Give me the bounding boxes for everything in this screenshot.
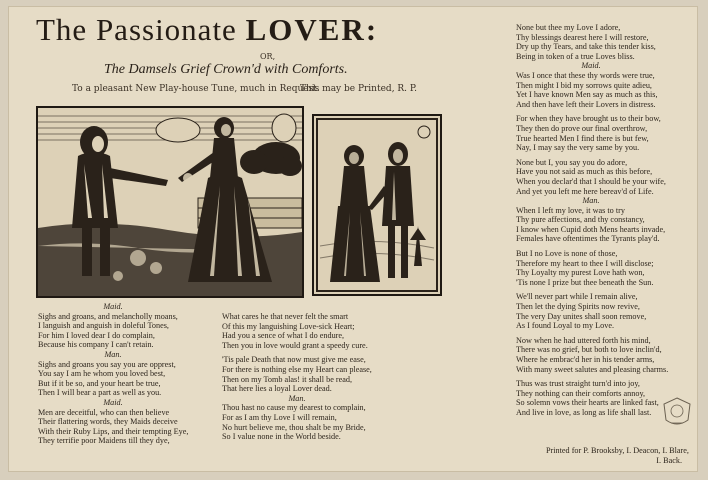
speaker-label: Maid. <box>103 302 123 311</box>
verse-line: Sighs and groans, and melancholly moans, <box>38 311 178 321</box>
verse-line: Being in token of a true Loves bliss. <box>516 51 635 61</box>
verse-line: And then have left their Lovers in distress. <box>516 99 656 109</box>
license-note: This may be Printed, R. P. <box>300 84 417 94</box>
printer-imprint <box>546 446 689 465</box>
verse-line: They terrifie poor Maidens till they dye, <box>38 436 170 446</box>
title-lover: LOVER: <box>245 12 379 47</box>
verse-line: No hurt believe me, thou shalt be my Bride, <box>222 422 366 432</box>
verse-line: 'Tis pale Death that now must give me ease, <box>222 355 366 365</box>
imprint-line-2: I. Back. <box>656 455 682 465</box>
verse-line: So I value none in the World beside. <box>222 432 341 442</box>
verse-line: Then might I bid my sorrows quite adieu, <box>516 80 652 90</box>
verse-line: Then on my Tomb alas! it shall be read, <box>222 374 353 384</box>
verse-line: There was no grief, but both to love inclin'd, <box>516 345 662 355</box>
verse-line: Have you not said as much as this before, <box>516 167 653 177</box>
verse-line: Of this my languishing Love-sick Heart; <box>222 321 355 331</box>
woodcut-walking-couple <box>312 114 442 296</box>
verse-line: True hearted Men I find there is but few, <box>516 133 649 143</box>
verse-line: None but thee my Love I adore, <box>516 23 621 32</box>
verse-line: What cares he that never felt the smart <box>222 312 349 321</box>
verse-line: So solemn vows their hearts are linked fast, <box>516 398 659 408</box>
verse-line: I languish and anguish in doleful Tones, <box>38 321 169 331</box>
woodcut-walking-couple-icon <box>314 116 440 294</box>
verse-line: That here lies a loyal Lover dead. <box>222 384 332 394</box>
verse-line: Then I will bear a part as well as you. <box>38 388 162 398</box>
verse-line: None but I, you say you do adore, <box>516 157 628 167</box>
verse-line: Dry up thy Tears, and take this tender kiss, <box>516 42 656 52</box>
verse-line: For there is nothing else my Heart can please, <box>222 364 372 374</box>
verse-line: With many sweet salutes and pleasing charms. <box>516 364 669 374</box>
verse-line: They then do prove our final overthrow, <box>516 123 648 133</box>
verse-line: Sighs and groans you say you are opprest, <box>38 359 176 369</box>
ballad-subtitle: The Damsels Grief Crown'd with Comforts. <box>104 62 348 77</box>
title-main: The Passionate <box>36 12 237 47</box>
verse-line: Then you in love would grant a speedy cure. <box>222 340 368 350</box>
verse-line: Men are deceitful, who can then believe <box>38 407 170 417</box>
verse-line: Because his company I can't retain. <box>38 340 154 350</box>
imprint-line-1: Printed for P. Brooksby, I. Deacon, I. Blare, <box>546 446 689 455</box>
verse-line: We'll never part while I remain alive, <box>516 292 638 302</box>
verse-line: Thy pure affections, and thy constancy, <box>516 215 645 225</box>
library-stamp-icon <box>662 396 692 430</box>
verse-line: Females have oftentimes the Tyrants play'd. <box>516 234 660 244</box>
verse-line: And live in love, as long as life shall last. <box>516 407 652 417</box>
verse-line: Where he embrac'd her in his tender arms, <box>516 355 655 364</box>
verse-line: Thy Loyalty my purest Love hath won, <box>516 268 645 278</box>
verse-line: Then let the dying Spirits now revive, <box>516 302 640 312</box>
verse-line: Their flattering words, they Maids deceive <box>38 417 178 427</box>
verse-line: For when they have brought us to their bow, <box>516 114 661 124</box>
verse-line: Therefore my heart to thee I will disclose; <box>516 258 654 268</box>
speaker-label: Man. <box>288 393 306 403</box>
verse-line: Yet I have known Men say as much as this, <box>516 90 658 100</box>
verse-line: And yet you left me here bereav'd of Life. <box>516 186 654 196</box>
verse-line: The very Day unites shall soon remove, <box>516 311 647 321</box>
verse-line: For as I am thy Love I will remain, <box>222 412 337 422</box>
tune-note: To a pleasant New Play-house Tune, much in Request. <box>72 84 320 94</box>
verse-line: When I left my love, it was to try <box>516 205 625 215</box>
verse-line: Thus was trust straight turn'd into joy, <box>516 379 640 389</box>
speaker-label: Maid. <box>581 61 601 71</box>
verse-line: You say I am he whom you loved best, <box>38 369 166 379</box>
ballad-title <box>36 12 476 48</box>
verse-line: They nothing can their comforts annoy, <box>516 388 646 398</box>
verse-line: When you declar'd that I should be your wife, <box>516 176 666 186</box>
speaker-label: Man. <box>104 349 122 359</box>
verse-line: Nay, I may say the very same by you. <box>516 143 640 153</box>
speaker-label: Maid. <box>103 397 123 407</box>
verse-line: Thy blessings dearest here I will restore, <box>516 32 649 42</box>
verse-line: 'Tis none I prize but thee beneath the Sun. <box>516 277 654 287</box>
verse-line: Was I once that these thy words were true, <box>516 70 655 80</box>
broadside-sheet <box>8 6 698 472</box>
verse-line: For him I loved dear I do complain, <box>38 330 155 340</box>
verse-line: But I no Love is none of those, <box>516 249 618 259</box>
woodcut-courting-couple-icon <box>38 108 302 296</box>
verse-line: Now when he had uttered forth his mind, <box>516 335 651 345</box>
woodcut-courting-couple <box>36 106 304 298</box>
verse-line: As I found Loyal to my Love. <box>516 321 615 331</box>
title-or: OR, <box>260 52 276 61</box>
verse-line: I know when Cupid doth Mens hearts invade, <box>516 224 666 234</box>
verse-line: But if it be so, and your heart be true, <box>38 378 161 388</box>
speaker-label: Man. <box>582 196 600 206</box>
verse-column-1 <box>38 302 228 446</box>
verse-column-3 <box>516 23 696 418</box>
verse-column-2 <box>222 312 422 442</box>
verse-line: Had you a sence of what I do endure, <box>222 331 345 341</box>
verse-line: Thou hast no cause my dearest to complain, <box>222 403 366 413</box>
verse-line: With their Ruby Lips, and their tempting Eye, <box>38 426 189 436</box>
